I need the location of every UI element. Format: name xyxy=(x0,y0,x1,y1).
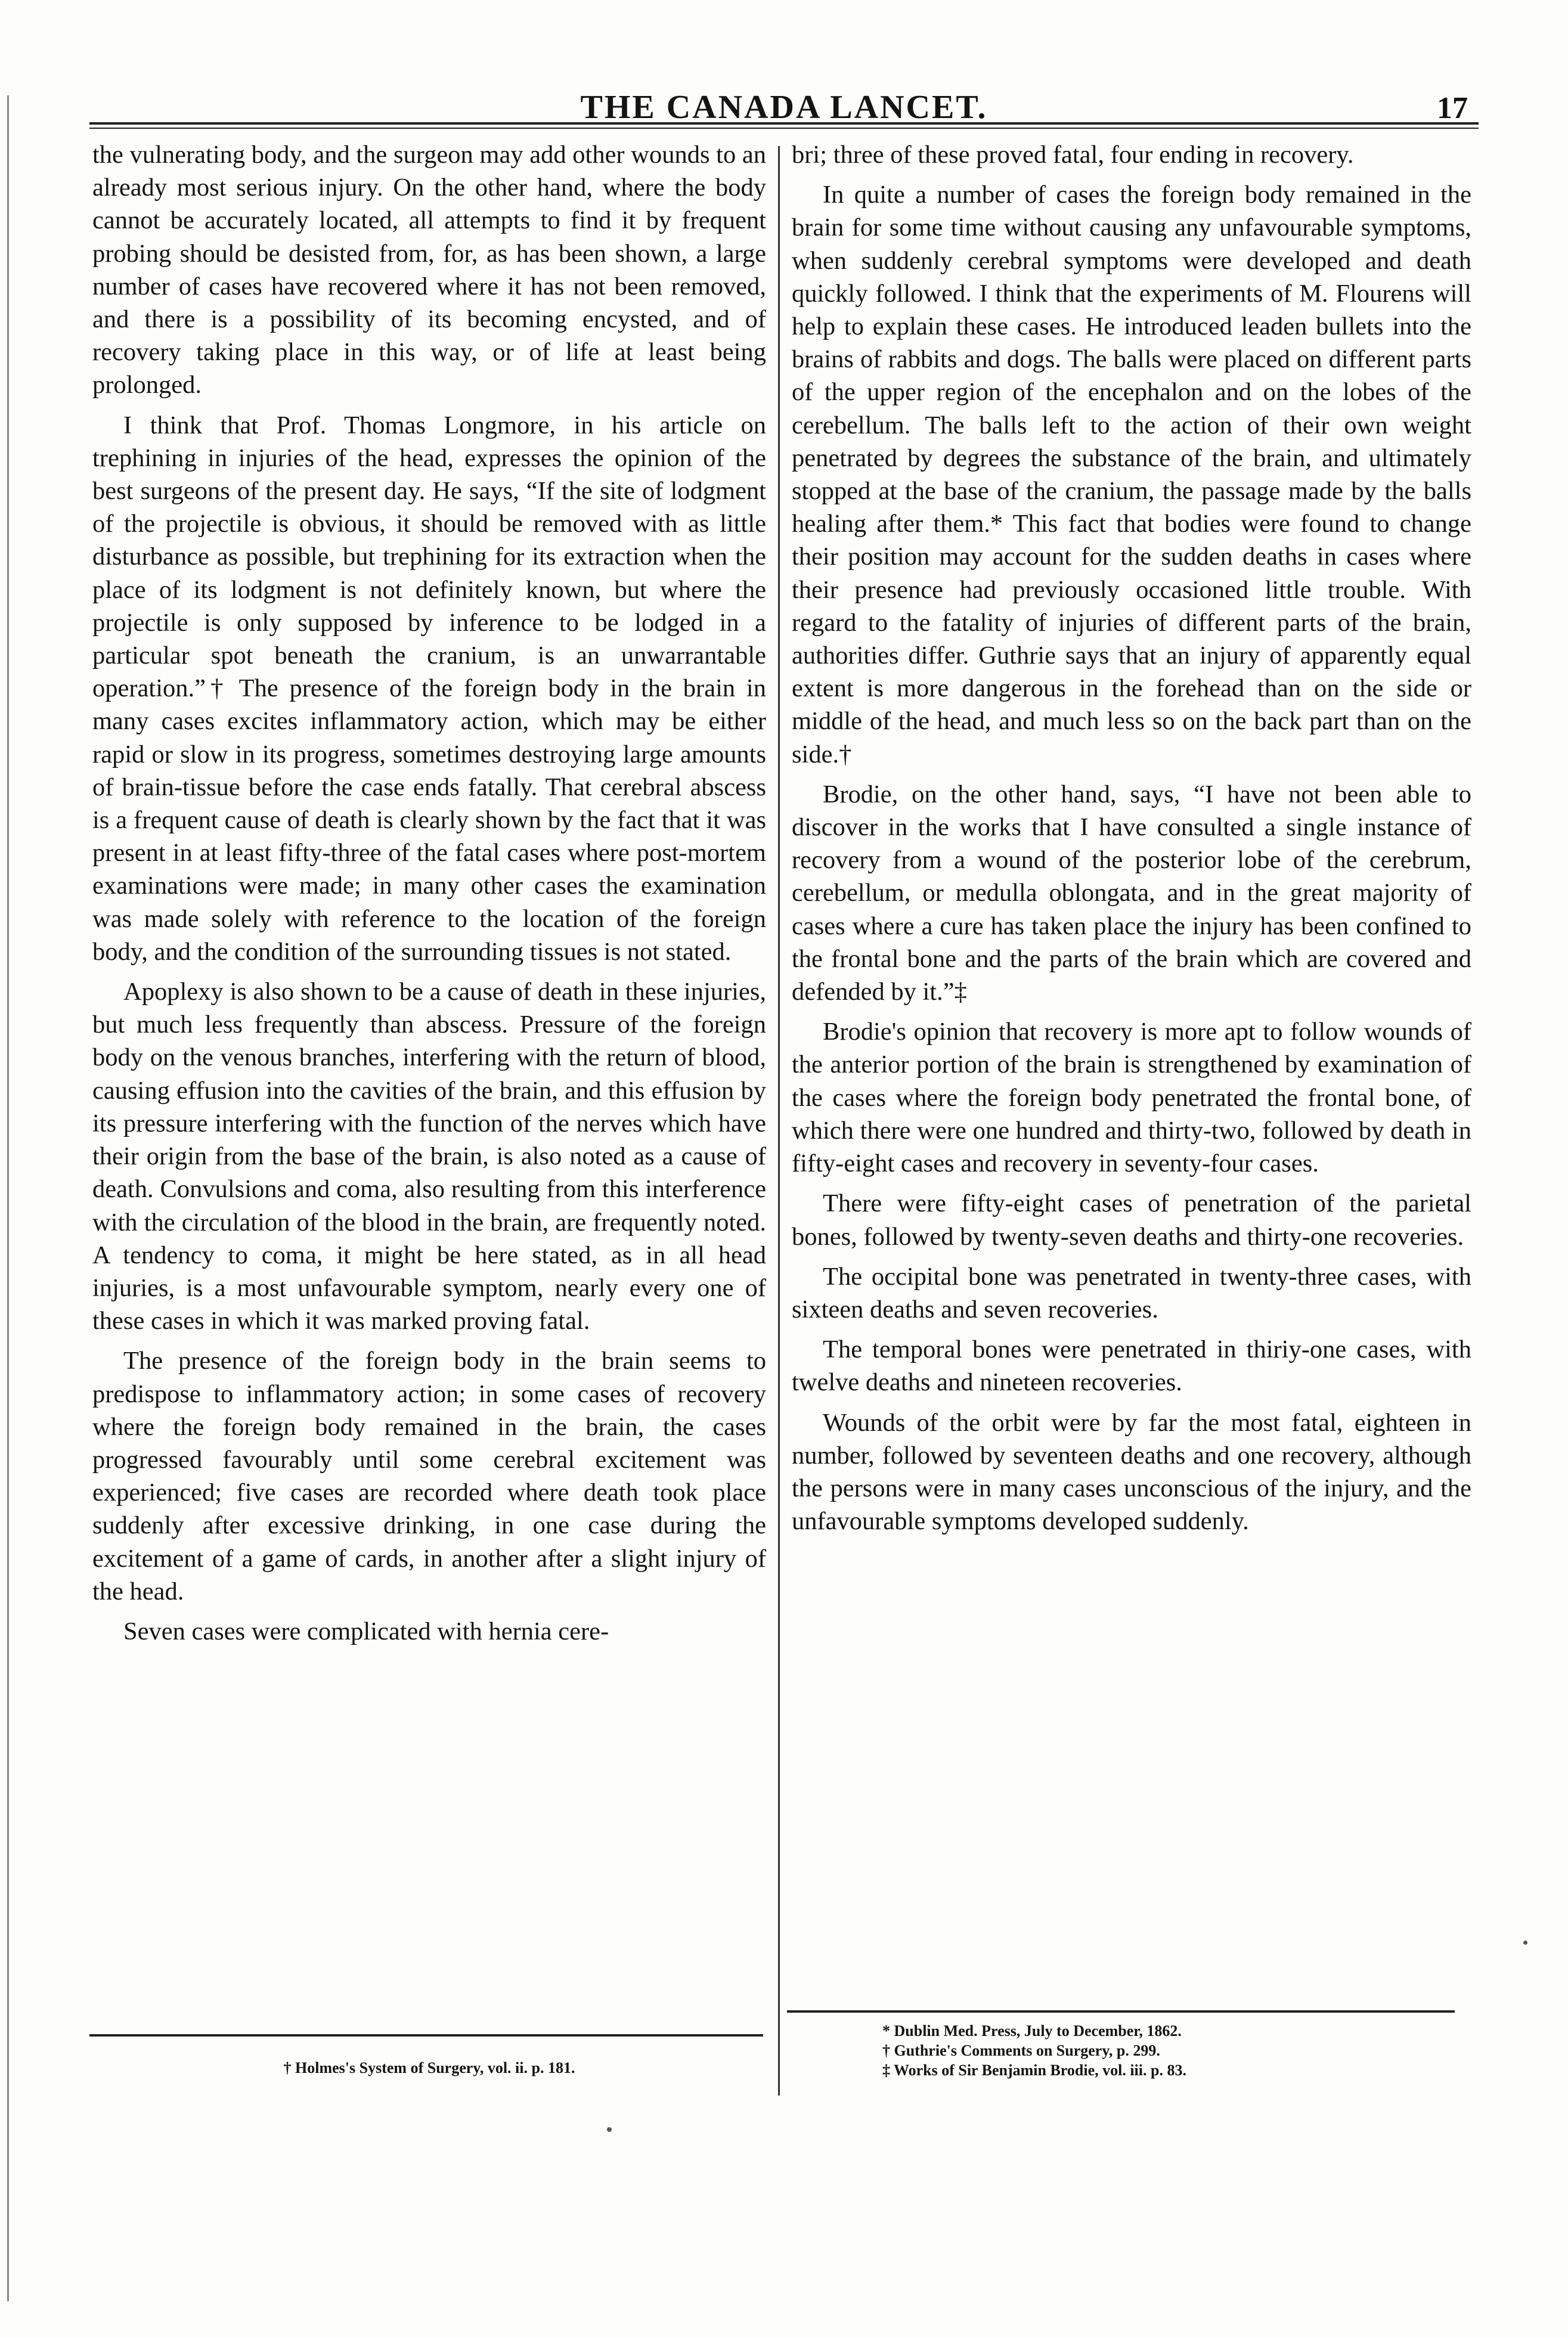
left-paragraph-5: Seven cases were complicated with hernia cere- xyxy=(123,1617,609,1645)
right-column xyxy=(792,138,1471,1998)
scan-speck xyxy=(1523,1941,1527,1945)
running-header-title: THE CANADA LANCET. xyxy=(580,89,988,126)
right-footnote-1: * Dublin Med. Press, July to December, 1862. xyxy=(882,2022,1182,2040)
right-footnotes xyxy=(882,2021,1419,2080)
left-footnote-rule xyxy=(89,2034,763,2037)
left-paragraph-3: Apoplexy is also shown to be a cause of death in these injuries, but much less frequently than abscess. Pressure of the foreign body on the venous branches, interfering with the return of blood, causing effusion into the cavities of the brain, and this effusion by its pressure interfering with the function of the nerves which have their origin from the base of the brain, is also noted as a cause of death. Convulsions and coma, also resulting from this interference with the circulation of the blood in the brain, are frequently noted. A tendency to coma, it might be here stated, as in all head injuries, is a most unfavourable symptom, nearly every one of these cases in which it was marked proving fatal. xyxy=(92,978,766,1335)
header-rule-bottom xyxy=(89,128,1479,129)
right-paragraph-2: In quite a number of cases the foreign body remained in the brain for some time without causing any unfavourable symptoms, when suddenly cerebral symptoms were developed and death quickly followed. I think that the experiments of M. Flourens will help to explain these cases. He introduced leaden bullets into the brains of rabbits and dogs. The balls were placed on different parts of the upper region of the encephalon and on the lobes of the cerebellum. The balls left to the action of their own weight penetrated by degrees the substance of the brain, and ultimately stopped at the base of the cranium, the passage made by the balls healing after them.* This fact that bodies were found to change their position may account for the sudden deaths in cases where their presence had previously occasioned little trouble. With regard to the fatality of injuries of different parts of the brain, authorities differ. Guthrie says that an injury of apparently equal extent is more dangerous in the forehead than on the side or middle of the head, and much less so on the back part than on the side.† xyxy=(792,181,1471,768)
right-footnote-2: † Guthrie's Comments on Surgery, p. 299. xyxy=(882,2042,1160,2059)
right-paragraph-5: There were fifty-eight cases of penetration of the parietal bones, followed by twenty-seven deaths and thirty-one recoveries. xyxy=(792,1189,1471,1251)
right-paragraph-4: Brodie's opinion that recovery is more apt to follow wounds of the anterior portion of the brain is strengthened by examination of the cases where the foreign body penetrated the frontal bone, of which there were one hundred and thirty-two, followed by death in fifty-eight cases and recovery in seventy-four cases. xyxy=(792,1018,1471,1178)
header-rule-top xyxy=(89,122,1479,125)
left-paragraph-2: I think that Prof. Thomas Longmore, in his article on trephining in injuries of the head, expresses the opinion of the best surgeons of the present day. He says, “If the site of lodgment of the projectile is obvious, it should be removed with as little disturbance as possible, but trephining for its extraction when the place of its lodgment is not definitely known, but where the projectile is only supposed by inference to be lodged in a particular spot beneath the cranium, is an unwarrantable operation.”† The presence of the foreign body in the brain in many cases excites inflammatory action, which may be either rapid or slow in its progress, sometimes destroying large amounts of brain-tissue before the case ends fatally. That cerebral abscess is a frequent cause of death is clearly shown by the fact that it was present in at least fifty-three of the fatal cases where post-mortem examinations were made; in many other cases the examination was made solely with reference to the location of the foreign body, and the condition of the surrounding tissues is not stated. xyxy=(92,411,766,966)
right-footnote-rule xyxy=(787,2010,1455,2013)
scan-speck xyxy=(607,2127,612,2132)
right-paragraph-6: The occipital bone was penetrated in twenty-three cases, with sixteen deaths and seven recoveries. xyxy=(792,1262,1471,1324)
left-footnotes xyxy=(92,2058,766,2078)
right-paragraph-7: The temporal bones were penetrated in thiriy-one cases, with twelve deaths and nineteen recoveries. xyxy=(792,1335,1471,1397)
scan-edge-shadow xyxy=(7,95,9,2301)
right-paragraph-1: bri; three of these proved fatal, four ending in recovery. xyxy=(792,141,1354,169)
column-divider xyxy=(778,146,780,2096)
right-paragraph-3: Brodie, on the other hand, says, “I have not been able to discover in the works that I have consulted a single instance of recovery from a wound of the posterior lobe of the cerebrum, cerebellum, or medulla oblongata, and in the great majority of cases where a cure has taken place the injury has been confined to the frontal bone and the parts of the brain which are covered and defended by it.”‡ xyxy=(792,780,1471,1006)
right-paragraph-8: Wounds of the orbit were by far the most fatal, eighteen in number, followed by seventeen deaths and one recovery, although the persons were in many cases unconscious of the injury, and the unfavourable symptoms developed suddenly. xyxy=(792,1408,1471,1536)
left-paragraph-1: the vulnerating body, and the surgeon may add other wounds to an already most serious injury. On the other hand, where the body cannot be accurately located, all attempts to find it by frequent probing should be desisted from, for, as has been shown, a large number of cases have recovered where it has not been removed, and there is a possibility of its becoming encysted, and of recovery taking place in this way, or of life at least being prolonged. xyxy=(92,141,766,399)
page-number: 17 xyxy=(1437,91,1468,125)
left-column xyxy=(92,138,766,2046)
left-footnote: † Holmes's System of Surgery, vol. ii. p. 181. xyxy=(283,2059,575,2076)
right-footnote-3: ‡ Works of Sir Benjamin Brodie, vol. iii. p. 83. xyxy=(882,2062,1186,2079)
left-paragraph-4: The presence of the foreign body in the brain seems to predispose to inflammatory action; in some cases of recovery where the foreign body remained in the brain, the cases progressed favourably until some cerebral excitement was experienced; five cases are recorded where death took place suddenly after excessive drinking, in one case during the excitement of a game of cards, in another after a slight injury of the head. xyxy=(92,1347,766,1605)
